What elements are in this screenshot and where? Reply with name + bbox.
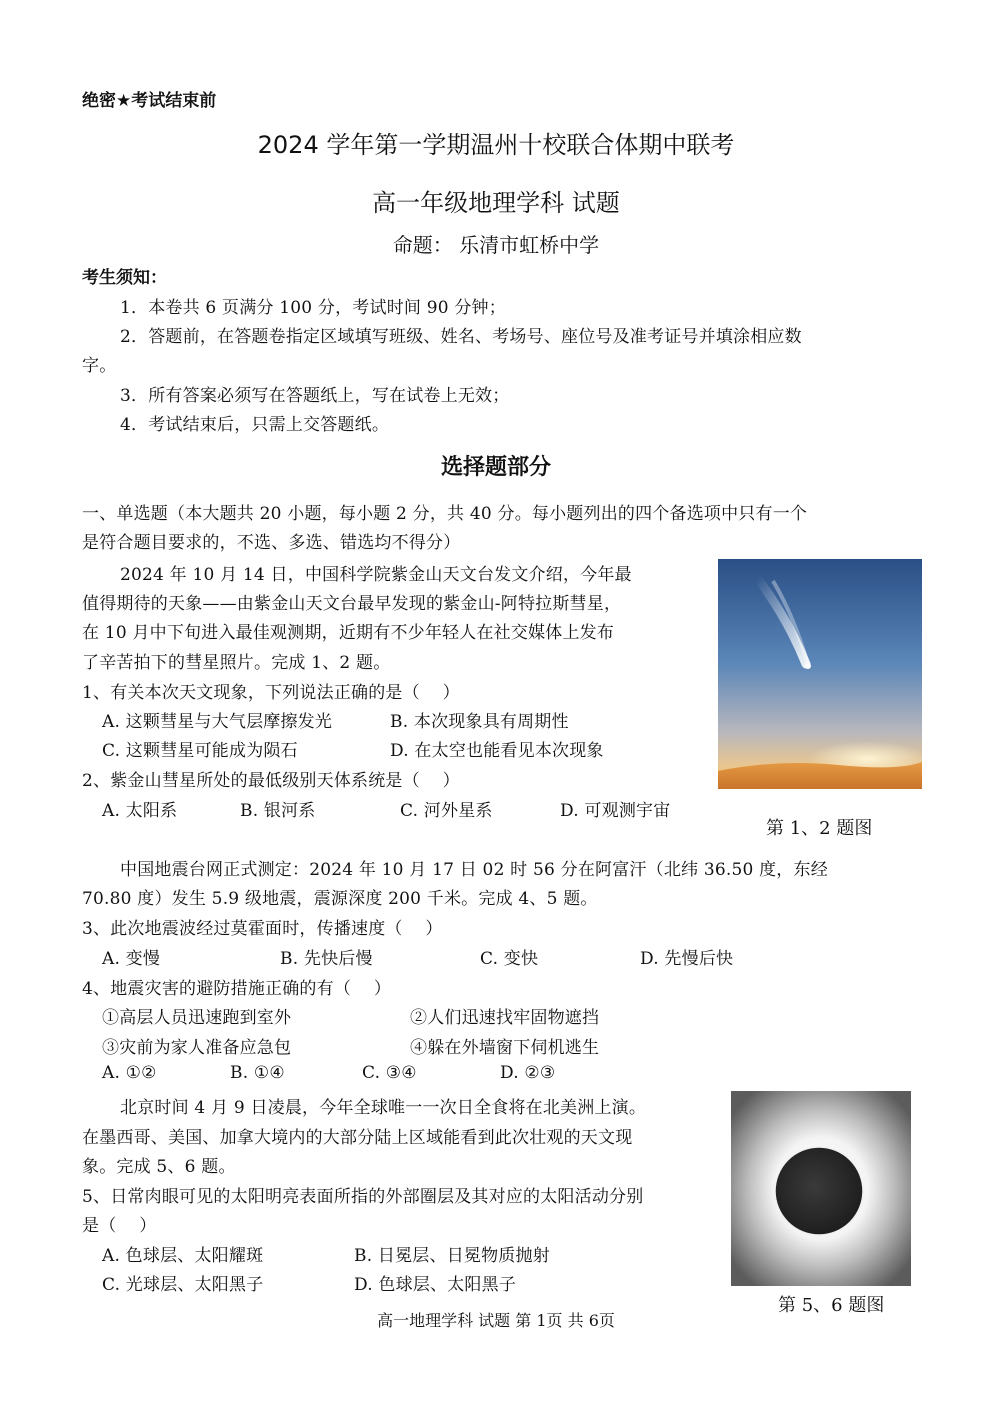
q5-option-b: B. 日冕层、日冕物质抛射 bbox=[354, 1246, 550, 1266]
q1-stem: 1、有关本次天文现象，下列说法正确的是（ ） bbox=[82, 683, 460, 703]
q4-statement-1: ①高层人员迅速跑到室外 bbox=[102, 1008, 292, 1028]
passage1-line-2: 值得期待的天象——由紫金山天文台最早发现的紫金山-阿特拉斯彗星， bbox=[82, 594, 622, 614]
q4-option-d: D. ②③ bbox=[500, 1063, 556, 1083]
exam-subtitle: 高一年级地理学科 试题 bbox=[372, 189, 620, 217]
q3-option-b: B. 先快后慢 bbox=[280, 949, 373, 969]
q4-statement-2: ②人们迅速找牢固物遮挡 bbox=[410, 1008, 600, 1028]
page-footer: 高一地理学科 试题 第 1页 共 6页 bbox=[377, 1311, 615, 1330]
q3-option-c: C. 变快 bbox=[480, 949, 539, 969]
q4-stem: 4、地震灾害的避防措施正确的有（ ） bbox=[82, 979, 392, 999]
q5-option-d: D. 色球层、太阳黑子 bbox=[354, 1275, 517, 1295]
notice-item-2: 2．答题前，在答题卷指定区域填写班级、姓名、考场号、座位号及准考证号并填涂相应数 bbox=[120, 327, 802, 347]
notice-item-1: 1．本卷共 6 页满分 100 分，考试时间 90 分钟； bbox=[120, 298, 506, 318]
q5-option-a: A. 色球层、太阳耀斑 bbox=[102, 1246, 264, 1266]
q4-statement-4: ④躲在外墙窗下伺机逃生 bbox=[410, 1038, 600, 1058]
notice-item-4: 4．考试结束后，只需上交答题纸。 bbox=[120, 415, 390, 435]
eclipse-photo bbox=[731, 1091, 911, 1286]
passage1-line-3: 在 10 月中下旬进入最佳观测期，近期有不少年轻人在社交媒体上发布 bbox=[82, 623, 615, 643]
confidential-label: 绝密★考试结束前 bbox=[82, 91, 217, 111]
q2-option-d: D. 可观测宇宙 bbox=[560, 801, 671, 821]
q1-option-b: B. 本次现象具有周期性 bbox=[390, 712, 569, 732]
figure-caption-5-6: 第 5、6 题图 bbox=[778, 1295, 885, 1316]
passage2-line-2: 70.80 度）发生 5.9 级地震，震源深度 200 千米。完成 4、5 题。 bbox=[82, 889, 598, 909]
notice-item-3: 3．所有答案必须写在答题纸上，写在试卷上无效； bbox=[120, 386, 510, 406]
passage3-line-2: 在墨西哥、美国、加拿大境内的大部分陆上区域能看到此次壮观的天文现 bbox=[82, 1128, 633, 1148]
q4-statement-3: ③灾前为家人准备应急包 bbox=[102, 1038, 292, 1058]
q3-option-a: A. 变慢 bbox=[102, 949, 161, 969]
notice-item-2-cont: 字。 bbox=[82, 356, 117, 376]
figure-caption-1-2: 第 1、2 题图 bbox=[766, 818, 873, 839]
passage2-line-1: 中国地震台网正式测定：2024 年 10 月 17 日 02 时 56 分在阿富汗（北纬 36.50 度，东经 bbox=[120, 860, 828, 880]
q3-stem: 3、此次地震波经过莫霍面时，传播速度（ ） bbox=[82, 919, 443, 939]
passage3-line-3: 象。完成 5、6 题。 bbox=[82, 1157, 236, 1177]
q2-stem: 2、紫金山彗星所处的最低级别天体系统是（ ） bbox=[82, 771, 460, 791]
q4-option-b: B. ①④ bbox=[230, 1063, 285, 1083]
q4-option-c: C. ③④ bbox=[362, 1063, 417, 1083]
q4-option-a: A. ①② bbox=[102, 1063, 157, 1083]
q2-option-b: B. 银河系 bbox=[240, 801, 316, 821]
q1-option-c: C. 这颗彗星可能成为陨石 bbox=[102, 741, 298, 761]
exam-author: 命题： 乐清市虹桥中学 bbox=[392, 233, 600, 257]
passage1-line-1: 2024 年 10 月 14 日，中国科学院紫金山天文台发文介绍，今年最 bbox=[120, 565, 632, 585]
exam-title: 2024 学年第一学期温州十校联合体期中联考 bbox=[257, 131, 735, 159]
passage1-line-4: 了辛苦拍下的彗星照片。完成 1、2 题。 bbox=[82, 653, 391, 673]
part1-intro-line-2: 是符合题目要求的，不选、多选、错选均不得分） bbox=[82, 533, 461, 553]
comet-photo bbox=[718, 559, 922, 789]
q3-option-d: D. 先慢后快 bbox=[640, 949, 734, 969]
passage3-line-1: 北京时间 4 月 9 日凌晨，今年全球唯一一次日全食将在北美洲上演。 bbox=[120, 1098, 647, 1118]
q1-option-a: A. 这颗彗星与大气层摩擦发光 bbox=[102, 712, 333, 732]
q5-stem-line-2: 是（ ） bbox=[82, 1216, 157, 1236]
q1-option-d: D. 在太空也能看见本次现象 bbox=[390, 741, 604, 761]
q5-option-c: C. 光球层、太阳黑子 bbox=[102, 1275, 264, 1295]
part1-intro-line-1: 一、单选题（本大题共 20 小题，每小题 2 分，共 40 分。每小题列出的四个备选项中只有一个 bbox=[82, 504, 808, 524]
q5-stem-line-1: 5、日常肉眼可见的太阳明亮表面所指的外部圈层及其对应的太阳活动分别 bbox=[82, 1187, 644, 1207]
q2-option-a: A. 太阳系 bbox=[102, 801, 178, 821]
notice-heading: 考生须知： bbox=[82, 268, 167, 288]
q2-option-c: C. 河外星系 bbox=[400, 801, 493, 821]
section-title: 选择题部分 bbox=[440, 455, 551, 480]
